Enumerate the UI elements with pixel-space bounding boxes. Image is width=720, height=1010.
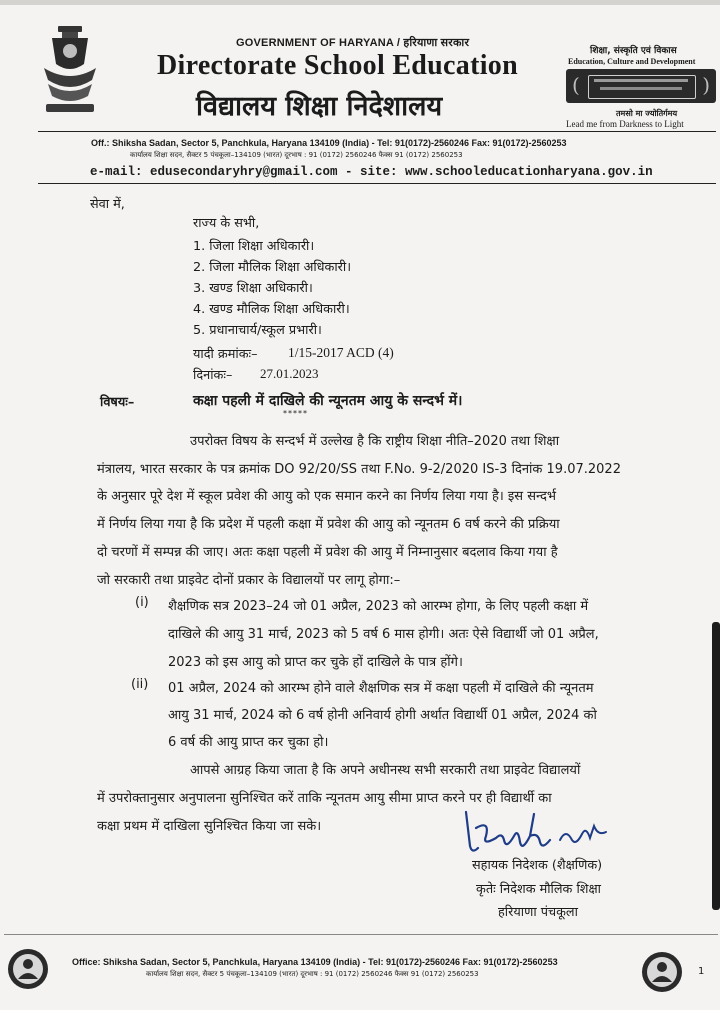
point-label: (i) — [135, 595, 149, 610]
point-line: आयु 31 मार्च, 2024 को 6 वर्ष होनी अनिवार्य होगी अर्थात विद्यार्थी 01 अप्रैल, 2024 को — [168, 708, 597, 723]
point-label: (ii) — [131, 677, 149, 692]
paragraph-line: आपसे आग्रह किया जाता है कि अपने अधीनस्थ सभी सरकारी तथा प्राइवेट विद्यालयों — [190, 763, 581, 778]
point-line: 01 अप्रैल, 2024 को आरम्भ होने वाले शैक्षणिक सत्र में कक्षा पहली में दाखिले की न्यूनतम — [168, 681, 594, 696]
recipient-item: 1. जिला शिक्षा अधिकारी। — [193, 239, 315, 254]
paragraph-line: दो चरणों में सम्पन्न की जाए। अतः कक्षा पहली में प्रवेश की आयु में निम्नानुसार बदलाव किया गया है — [97, 545, 558, 560]
logo-bracket-right-icon: ) — [702, 73, 710, 97]
footer-address: Office: Shiksha Sadan, Sector 5, Panchkula, Haryana 134109 (India) - Tel: 91(0172)-2560246 Fax: 91(0172)-2560253 — [72, 957, 558, 967]
header-rule-bottom — [38, 183, 716, 184]
recipient-item: 3. खण्ड शिक्षा अधिकारी। — [193, 281, 313, 296]
footer-address-hindi: कार्यालय शिक्षा सदन, सैक्टर 5 पंचकूला–134109 (भारत) दूरभाष : 91 (0172) 2560246 फैक्स 91 (0172) 2560253 — [146, 970, 479, 978]
haryana-emblem-icon — [38, 24, 102, 116]
point-line: 2023 को इस आयु को प्राप्त कर चुके हों दाखिले के पात्र होंगे। — [168, 655, 463, 670]
memo-label: यादी क्रमांकः– — [193, 347, 258, 362]
date-label: दिनांकः– — [193, 368, 233, 383]
point-line: दाखिले की आयु 31 मार्च, 2023 को 5 वर्ष 6 मास होगी। अतः ऐसे विद्यार्थी जो 01 अप्रैल, — [168, 627, 599, 642]
directorate-title: Directorate School Education — [157, 50, 518, 81]
office-address-hindi: कार्यालय शिक्षा सदन, सैक्टर 5 पंचकूला–134109 (भारत) दूरभाष : 91 (0172) 2560246 फैक्स 91 (0172) 2560253 — [130, 151, 463, 159]
recipient-item: 4. खण्ड मौलिक शिक्षा अधिकारी। — [193, 302, 350, 317]
recipients-intro: राज्य के सभी, — [193, 216, 260, 231]
logo-tagline-hindi: शिक्षा, संस्कृति एवं विकास — [590, 46, 677, 56]
signatory-location: हरियाणा पंचकूला — [498, 905, 578, 920]
government-line: GOVERNMENT OF HARYANA / हरियाणा सरकार — [236, 37, 470, 49]
paragraph-line: के अनुसार पूरे देश में स्कूल प्रवेश की आयु को एक समान करने का निर्णय लिया गया है। इस सन्दर्भ — [97, 489, 557, 504]
memo-number: 1/15-2017 ACD (4) — [288, 345, 394, 360]
logo-text-bar — [594, 79, 688, 82]
contact-line: e-mail: edusecondaryhry@gmail.com - site: www.schooleducationharyana.gov.in — [90, 165, 653, 179]
logo-bracket-left-icon: ( — [572, 73, 580, 97]
subject-label: विषयः– — [100, 395, 135, 410]
office-address: Off.: Shiksha Sadan, Sector 5, Panchkula, Haryana 134109 (India) - Tel: 91(0172)-2560246 Fax: 91(0172)-2560253 — [91, 138, 567, 148]
point-line: शैक्षणिक सत्र 2023–24 जो 01 अप्रैल, 2023 को आरम्भ होगा, के लिए पहली कक्षा में — [168, 599, 589, 614]
paragraph-line: जो सरकारी तथा प्राइवेट दोनों प्रकार के विद्यालयों पर लागू होगा:– — [97, 573, 401, 588]
motto-english: Lead me from Darkness to Light — [566, 119, 684, 129]
salutation: सेवा में, — [90, 197, 125, 212]
signatory-office: कृतेः निदेशक मौलिक शिक्षा — [476, 882, 601, 897]
letter-date: 27.01.2023 — [260, 366, 319, 381]
footer-rule — [4, 934, 718, 935]
separator-stars: ***** — [283, 409, 308, 418]
subject-text: कक्षा पहली में दाखिले की न्यूनतम आयु के सन्दर्भ में। — [193, 393, 463, 409]
recipient-item: 2. जिला मौलिक शिक्षा अधिकारी। — [193, 260, 352, 275]
paragraph-line: में निर्णय लिया गया है कि प्रदेश में पहली कक्षा में प्रवेश की आयु को न्यूनतम 6 वर्ष करने की प्रक्रिया — [97, 517, 560, 532]
logo-tagline-english: Education, Culture and Development — [568, 57, 696, 66]
paragraph-line: मंत्रालय, भारत सरकार के पत्र क्रमांक DO 92/20/SS तथा F.No. 9-2/2020 IS-3 दिनांक 19.07.2022 — [97, 462, 621, 477]
top-border — [0, 0, 720, 5]
paragraph-line: कक्षा प्रथम में दाखिला सुनिश्चित किया जा सके। — [97, 819, 322, 834]
logo-text-bar — [600, 87, 682, 90]
paragraph-line: उपरोक्त विषय के सन्दर्भ में उल्लेख है कि राष्ट्रीय शिक्षा नीति–2020 तथा शिक्षा — [190, 434, 560, 449]
point-line: 6 वर्ष की आयु प्राप्त कर चुका हो। — [168, 735, 329, 750]
directorate-title-hindi: विद्यालय शिक्षा निदेशालय — [196, 91, 443, 122]
paragraph-line: में उपरोक्तानुसार अनुपालना सुनिश्चित करें ताकि न्यूनतम आयु सीमा प्राप्त करने पर ही विद्यार्थी का — [97, 791, 552, 806]
signatory-designation: सहायक निदेशक (शैक्षणिक) — [472, 858, 603, 873]
page-number: 1 — [698, 966, 705, 977]
screen-edge-bar — [712, 622, 720, 910]
footer-logo-left-icon — [6, 947, 50, 991]
footer-logo-right-icon — [640, 950, 684, 994]
department-logo-icon — [566, 69, 716, 103]
recipient-item: 5. प्रधानाचार्य/स्कूल प्रभारी। — [193, 323, 322, 338]
motto-hindi: तमसो मा ज्योतिर्गमय — [616, 109, 678, 118]
header-rule — [38, 131, 716, 132]
signature-icon — [456, 806, 616, 862]
